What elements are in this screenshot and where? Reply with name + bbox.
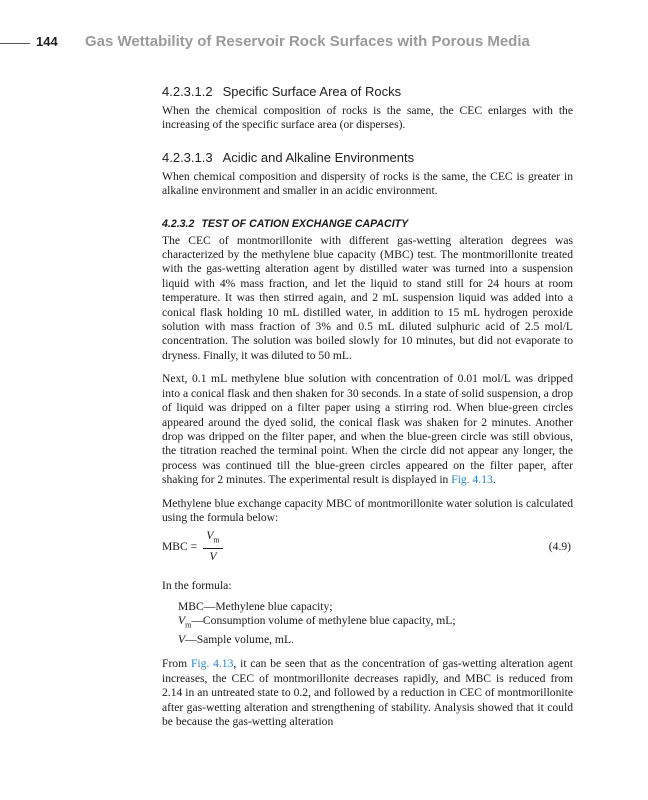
paragraph-acid-alkaline: When chemical composition and dispersity of rocks is the same, the CEC is greater in alkaline environment and smaller in an acidic environment. bbox=[162, 169, 573, 198]
section-title: Specific Surface Area of Rocks bbox=[222, 84, 402, 99]
equation-4-9 bbox=[162, 529, 573, 567]
header-rule bbox=[0, 43, 30, 44]
section-title: Acidic and Alkaline Environments bbox=[222, 149, 415, 165]
in-formula-label: In the formula: bbox=[162, 579, 232, 593]
running-title: Gas Wettability of Reservoir Rock Surfaces with Porous Media bbox=[85, 33, 530, 50]
paragraph-text: Next, 0.1 mL methylene blue solution with concentration of 0.01 mol/L was dripped into a conical flask and then shaken for 30 seconds. In a state of solid suspension, a drop of liquid was dripped on a filter paper using a stirring rod. When blue-green circles appeared around the dyed solid, the conical flask was shaken for 2 minutes. Another drop was dripped on the filter paper, and when the blue-green circle was still obvious, the titration reached the terminal point. When the circle did not appear any longer, the process was continued till the blue-green circles appeared on the filter paper, after shaking for 2 minutes. The experimental result is displayed in bbox=[162, 372, 573, 487]
definition-list bbox=[178, 600, 573, 648]
figure-link[interactable]: Fig. 4.13 bbox=[451, 473, 493, 487]
section-heading-4-2-3-2 bbox=[162, 218, 573, 230]
section-title: TEST OF CATION EXCHANGE CAPACITY bbox=[201, 217, 409, 230]
fraction-numerator: $V_m$ bbox=[203, 529, 223, 548]
paragraph-titration bbox=[162, 372, 573, 487]
equation-fraction bbox=[203, 529, 223, 563]
paragraph-specific-surface: When the chemical composition of rocks is the same, the CEC enlarges with the increasing of the specific surface area (or disperses). bbox=[162, 104, 573, 132]
definition-item: V—Sample volume, mL. bbox=[178, 632, 294, 646]
page-number: 144 bbox=[36, 34, 58, 49]
equation-lhs: MBC = bbox=[162, 540, 198, 554]
section-heading-4-2-3-1-2 bbox=[162, 84, 573, 99]
paragraph-end: . bbox=[492, 473, 496, 487]
section-number: 4.2.3.1.2 bbox=[162, 84, 213, 99]
equation-number: (4.9) bbox=[548, 540, 571, 554]
page-content bbox=[162, 84, 573, 729]
paragraph-formula-intro: Methylene blue exchange capacity MBC of montmorillonite water solution is calculated using the formula below: bbox=[162, 496, 573, 524]
paragraph-mbc-procedure: The CEC of montmorillonite with different gas-wetting alteration degrees was characterized by the methylene blue capacity (MBC) test. The montmorillonite treated with the gas-wetting alteration agent by distilled water was turned into a suspension liquid with 4% mass fraction, and let the liquid to stand still for 24 hours at room temperature. It was then stirred again, and 2 mL suspension liquid was added into a conical flask holding 10 mL distilled water, in addition to 15 mL hydrogen peroxide solution with mass fraction of 3% and 0.5 mL diluted sulphuric acid of 2.5 mol/L concentration. The solution was boiled slowly for 10 minutes, but did not evaporate to dryness. Finally, it was diluted to 50 mL. bbox=[162, 233, 573, 362]
fraction-denominator: V bbox=[209, 549, 217, 563]
section-heading-4-2-3-1-3 bbox=[162, 150, 573, 165]
section-number: 4.2.3.2 bbox=[162, 217, 195, 230]
paragraph-results: From Fig. 4.13, it can be seen that as the concentration of gas-wetting alteration agent increases, the CEC of montmorillonite decreases rapidly, and MBC is reduced from 2.14 in an untreated state to 0.2, and followed by a reduction in CEC of montmorillonite after gas-wetting alteration and strengthening of stability. Analysis showed that it could be because the gas-wetting alteration bbox=[162, 657, 573, 728]
section-number: 4.2.3.1.3 bbox=[162, 149, 213, 165]
definition-item: MBC—Methylene blue capacity; bbox=[178, 599, 333, 613]
definition-item: $V_m—Consumption$ volume of methylene blue capacity, mL; bbox=[178, 614, 456, 630]
figure-link[interactable]: Fig. 4.13 bbox=[190, 657, 234, 671]
